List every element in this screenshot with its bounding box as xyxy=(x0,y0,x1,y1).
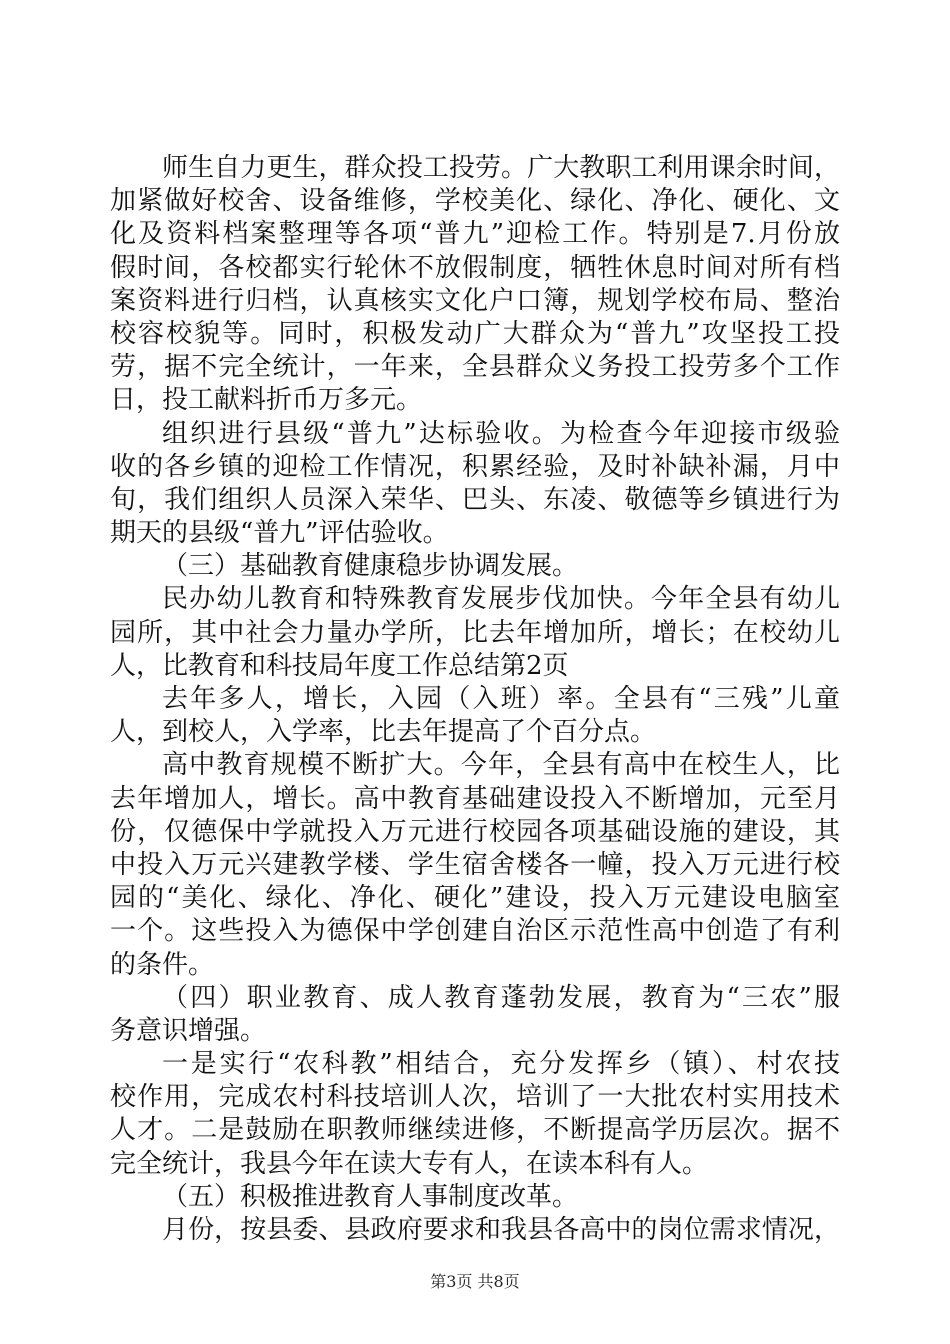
text-line: 人，比教育和科技局年度工作总结第2页 xyxy=(110,650,569,681)
paragraph xyxy=(110,982,840,1048)
text-line: 组织进行县级“普九”达标验收。为检查今年迎接市级验 xyxy=(162,418,840,449)
text-line: 一个。这些投入为德保中学创建自治区示范性高中创造了有利 xyxy=(110,916,840,947)
text-line: 旬，我们组织人员深入荣华、巴头、东凌、敬德等乡镇进行为 xyxy=(110,484,840,515)
text-line: 加紧做好校舍、设备维修，学校美化、绿化、净化、硬化、文 xyxy=(110,186,840,217)
text-line: 去年多人，增长，入园（入班）率。全县有“三残”儿童 xyxy=(162,684,840,714)
text-line: 日，投工献料折币万多元。 xyxy=(110,385,423,416)
text-line: （四）职业教育、成人教育蓬勃发展，教育为“三农”服 xyxy=(162,982,840,1013)
text-line: 完全统计，我县今年在读大专有人，在读本科有人。 xyxy=(110,1148,709,1179)
text-line: 份，仅德保中学就投入万元进行校园各项基础设施的建设，其 xyxy=(110,816,840,847)
text-line: 务意识增强。 xyxy=(110,1015,267,1046)
paragraph xyxy=(110,1181,840,1214)
text-line: （三）基础教育健康稳步协调发展。 xyxy=(162,551,579,582)
text-line: 劳，据不完全统计，一年来，全县群众义务投工投劳多个工作 xyxy=(110,352,840,383)
text-line: 期天的县级“普九”评估验收。 xyxy=(110,518,449,549)
paragraph xyxy=(110,1214,840,1247)
text-line: 中投入万元兴建教学楼、学生宿舍楼各一幢，投入万元进行校 xyxy=(110,849,840,880)
text-line: 人，到校人，入学率，比去年提高了个百分点。 xyxy=(110,717,657,748)
page-footer: 第3页 共8页 xyxy=(430,1272,520,1291)
text-line: 民办幼儿教育和特殊教育发展步伐加快。今年全县有幼儿 xyxy=(162,584,840,615)
text-line: 一是实行“农科教”相结合，充分发挥乡（镇）、村农技 xyxy=(162,1049,840,1080)
paragraph xyxy=(110,583,840,683)
paragraph xyxy=(110,418,840,551)
text-line: 师生自力更生，群众投工投劳。广大教职工利用课余时间， xyxy=(162,153,840,183)
text-line: 高中教育规模不断扩大。今年，全县有高中在校生人，比 xyxy=(162,750,840,781)
paragraph xyxy=(110,683,840,749)
paragraph xyxy=(110,1048,840,1181)
paragraph xyxy=(110,749,840,981)
paragraph xyxy=(110,550,840,583)
text-line: 月份，按县委、县政府要求和我县各高中的岗位需求情况， xyxy=(162,1215,840,1245)
text-line: 收的各乡镇的迎检工作情况，积累经验，及时补缺补漏，月中 xyxy=(110,451,840,482)
text-line: 人才。二是鼓励在职教师继续进修，不断提高学历层次。据不 xyxy=(110,1115,840,1146)
paragraph xyxy=(110,152,840,418)
text-line: 的条件。 xyxy=(110,949,215,980)
text-line: 校作用，完成农村科技培训人次，培训了一大批农村实用技术 xyxy=(110,1082,840,1113)
text-line: 假时间，各校都实行轮休不放假制度，牺牲休息时间对所有档 xyxy=(110,252,840,283)
document-body xyxy=(110,152,840,1247)
text-line: 校容校貌等。同时，积极发动广大群众为“普九”攻坚投工投 xyxy=(110,318,840,349)
text-line: 去年增加人，增长。高中教育基础建设投入不断增加，元至月 xyxy=(110,783,840,814)
text-line: 化及资料档案整理等各项“普九”迎检工作。特别是7.月份放 xyxy=(110,219,840,250)
text-line: 园的“美化、绿化、净化、硬化”建设，投入万元建设电脑室 xyxy=(110,883,840,914)
text-line: （五）积极推进教育人事制度改革。 xyxy=(162,1181,579,1212)
text-line: 案资料进行归档，认真核实文化户口簿，规划学校布局、整治 xyxy=(110,285,840,316)
text-line: 园所，其中社会力量办学所，比去年增加所，增长；在校幼儿 xyxy=(110,617,840,648)
